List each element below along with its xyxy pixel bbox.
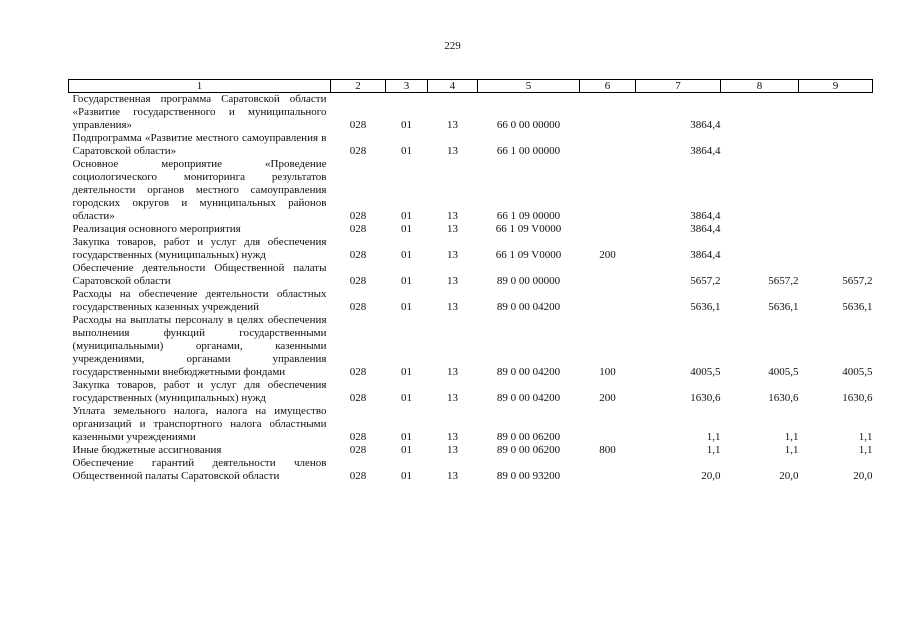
expense-type-code <box>580 223 636 236</box>
target-article-code: 66 1 09 00000 <box>496 210 561 222</box>
amount-col8 <box>721 236 799 262</box>
section-code: 01 <box>401 444 412 456</box>
column-header: 4 <box>428 80 478 93</box>
table-row <box>69 379 873 405</box>
subsection-code: 13 <box>447 366 458 378</box>
subsection-code: 13 <box>447 392 458 404</box>
amount-col7: 1630,6 <box>690 392 721 404</box>
table-row <box>69 457 873 483</box>
table-row <box>69 262 873 288</box>
expense-type-code <box>580 405 636 444</box>
table-row <box>69 158 873 223</box>
row-name: Реализация основного мероприятия <box>72 223 241 235</box>
amount-col8: 20,0 <box>779 470 799 482</box>
column-header: 8 <box>721 80 799 93</box>
amount-col8: 1,1 <box>784 444 799 456</box>
row-name: Обеспечение деятельности Общественной палаты Саратовской области <box>72 262 327 287</box>
table-row <box>69 288 873 314</box>
row-name: Расходы на выплаты персоналу в целях обеспечения выполнения функций государственными (муниципальными) органами, казенными учреждениями, органами управления государственными внебюджетными фондами <box>72 314 327 378</box>
table-row <box>69 223 873 236</box>
amount-col9: 4005,5 <box>842 366 873 378</box>
subsection-code: 13 <box>447 431 458 443</box>
amount-col8: 1,1 <box>784 431 799 443</box>
subsection-code: 13 <box>447 210 458 222</box>
subsection-code: 13 <box>447 301 458 313</box>
subsection-code: 13 <box>447 444 458 456</box>
amount-col7: 5657,2 <box>690 275 721 287</box>
section-code: 01 <box>401 275 412 287</box>
target-article-code: 89 0 00 06200 <box>496 431 561 443</box>
row-name: Уплата земельного налога, налога на имущество организаций и транспортного налога областными казенными учреждениями <box>72 405 327 443</box>
section-code: 01 <box>401 431 412 443</box>
section-code: 01 <box>401 392 412 404</box>
amount-col9 <box>799 93 873 133</box>
expense-type-code: 200 <box>599 249 616 261</box>
amount-col9: 1,1 <box>858 444 873 456</box>
column-header: 3 <box>386 80 428 93</box>
amount-col7: 3864,4 <box>690 210 721 222</box>
subsection-code: 13 <box>447 470 458 482</box>
amount-col9: 5657,2 <box>842 275 873 287</box>
ministry-code: 028 <box>349 444 367 456</box>
expense-type-code: 100 <box>599 366 616 378</box>
row-name: Закупка товаров, работ и услуг для обеспечения государственных (муниципальных) нужд <box>72 379 327 404</box>
ministry-code: 028 <box>349 275 367 287</box>
ministry-code: 028 <box>349 210 367 222</box>
row-name: Обеспечение гарантий деятельности членов Общественной палаты Саратовской области <box>72 457 327 482</box>
ministry-code: 028 <box>349 470 367 482</box>
amount-col9 <box>799 132 873 158</box>
target-article-code: 89 0 00 04200 <box>496 366 561 378</box>
expense-type-code <box>580 93 636 133</box>
target-article-code: 66 1 00 00000 <box>496 145 561 157</box>
ministry-code: 028 <box>349 431 367 443</box>
table-row <box>69 236 873 262</box>
row-name: Расходы на обеспечение деятельности областных государственных казенных учреждений <box>72 288 327 313</box>
subsection-code: 13 <box>447 275 458 287</box>
row-name: Государственная программа Саратовской области «Развитие государственного и муниципального управления» <box>72 93 327 131</box>
ministry-code: 028 <box>349 223 367 235</box>
amount-col9: 1630,6 <box>842 392 873 404</box>
column-header: 2 <box>331 80 386 93</box>
amount-col8 <box>721 223 799 236</box>
expense-type-code <box>580 158 636 223</box>
target-article-code: 89 0 00 04200 <box>496 392 561 404</box>
section-code: 01 <box>401 366 412 378</box>
section-code: 01 <box>401 470 412 482</box>
amount-col7: 20,0 <box>701 470 721 482</box>
table-row <box>69 444 873 457</box>
amount-col7: 3864,4 <box>690 119 721 131</box>
expense-type-code <box>580 457 636 483</box>
row-name: Основное мероприятие «Проведение социологического мониторинга результатов деятельности органов местного самоуправления городских округов и муниципальных районов области» <box>72 158 327 222</box>
amount-col8 <box>721 93 799 133</box>
amount-col9: 5636,1 <box>842 301 873 313</box>
column-header: 1 <box>69 80 331 93</box>
target-article-code: 89 0 00 04200 <box>496 301 561 313</box>
subsection-code: 13 <box>447 145 458 157</box>
column-header: 6 <box>580 80 636 93</box>
section-code: 01 <box>401 301 412 313</box>
amount-col7: 3864,4 <box>690 223 721 235</box>
amount-col9 <box>799 223 873 236</box>
table-row <box>69 132 873 158</box>
section-code: 01 <box>401 249 412 261</box>
expense-type-code <box>580 262 636 288</box>
expense-type-code <box>580 288 636 314</box>
amount-col7: 4005,5 <box>690 366 721 378</box>
table-body <box>69 93 873 484</box>
column-header: 9 <box>799 80 873 93</box>
column-header: 5 <box>478 80 580 93</box>
ministry-code: 028 <box>349 249 367 261</box>
table-row <box>69 93 873 133</box>
expense-type-code <box>580 132 636 158</box>
amount-col9 <box>799 158 873 223</box>
amount-col7: 3864,4 <box>690 145 721 157</box>
amount-col8: 5657,2 <box>768 275 799 287</box>
amount-col9: 1,1 <box>858 431 873 443</box>
section-code: 01 <box>401 145 412 157</box>
section-code: 01 <box>401 210 412 222</box>
amount-col7: 1,1 <box>706 431 721 443</box>
ministry-code: 028 <box>349 392 367 404</box>
target-article-code: 66 1 09 V0000 <box>495 223 562 235</box>
header-row <box>69 80 873 93</box>
amount-col8: 1630,6 <box>768 392 799 404</box>
section-code: 01 <box>401 119 412 131</box>
ministry-code: 028 <box>349 301 367 313</box>
table-row <box>69 314 873 379</box>
subsection-code: 13 <box>447 223 458 235</box>
target-article-code: 89 0 00 93200 <box>496 470 561 482</box>
amount-col7: 5636,1 <box>690 301 721 313</box>
ministry-code: 028 <box>349 119 367 131</box>
page-number: 229 <box>444 40 461 52</box>
target-article-code: 66 1 09 V0000 <box>495 249 562 261</box>
amount-col9: 20,0 <box>853 470 873 482</box>
target-article-code: 89 0 00 00000 <box>496 275 561 287</box>
amount-col8: 5636,1 <box>768 301 799 313</box>
row-name: Подпрограмма «Развитие местного самоуправления в Саратовской области» <box>72 132 327 157</box>
subsection-code: 13 <box>447 119 458 131</box>
amount-col9 <box>799 236 873 262</box>
expense-type-code: 800 <box>599 444 616 456</box>
table-row <box>69 405 873 444</box>
ministry-code: 028 <box>349 145 367 157</box>
budget-table <box>68 79 873 483</box>
expense-type-code: 200 <box>599 392 616 404</box>
ministry-code: 028 <box>349 366 367 378</box>
subsection-code: 13 <box>447 249 458 261</box>
amount-col7: 1,1 <box>706 444 721 456</box>
column-header: 7 <box>636 80 721 93</box>
row-name: Закупка товаров, работ и услуг для обеспечения государственных (муниципальных) нужд <box>72 236 327 261</box>
amount-col8 <box>721 132 799 158</box>
amount-col7: 3864,4 <box>690 249 721 261</box>
section-code: 01 <box>401 223 412 235</box>
target-article-code: 66 0 00 00000 <box>496 119 561 131</box>
row-name: Иные бюджетные ассигнования <box>72 444 222 456</box>
amount-col8: 4005,5 <box>768 366 799 378</box>
target-article-code: 89 0 00 06200 <box>496 444 561 456</box>
amount-col8 <box>721 158 799 223</box>
